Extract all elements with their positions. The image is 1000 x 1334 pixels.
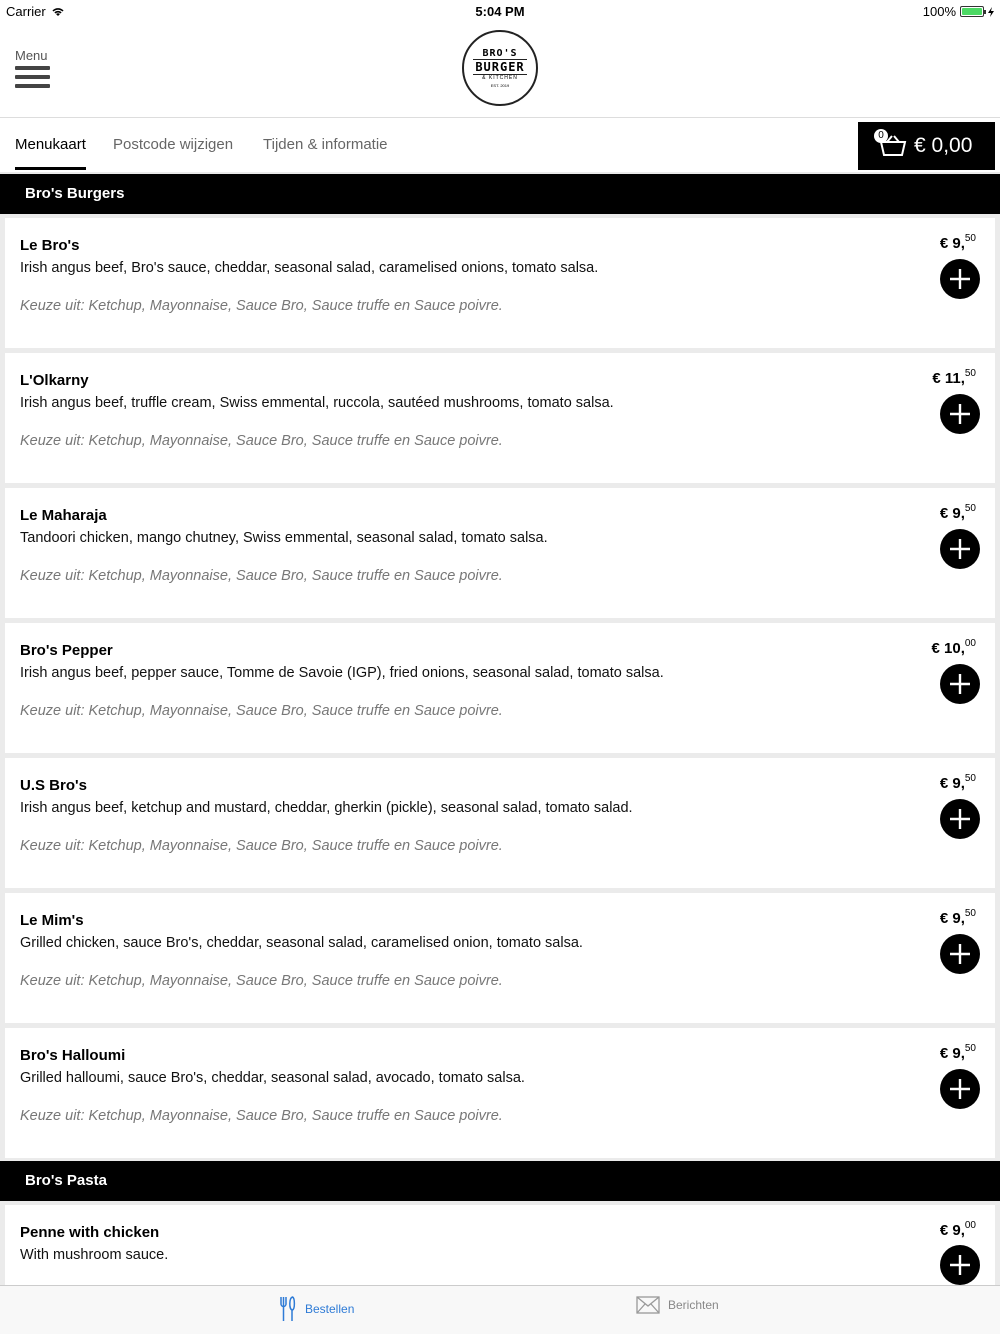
plus-icon [949,268,971,290]
plus-icon [949,808,971,830]
item-name: Le Mim's [20,912,84,929]
section-header: Bro's Burgers [0,174,1000,214]
menu-item[interactable] [5,893,995,1023]
plus-icon [949,538,971,560]
battery-info [923,4,994,19]
item-name: U.S Bro's [20,777,87,794]
clock: 5:04 PM [475,4,525,19]
hamburger-icon [15,66,55,88]
plus-icon [949,403,971,425]
app-header [0,22,1000,118]
item-price: € 9,50 [939,503,976,522]
logo-text-line3: & KITCHEN [482,75,518,81]
item-description: Irish angus beef, Bro's sauce, cheddar, seasonal salad, caramelised onions, tomato salsa. [20,260,599,276]
menu-button[interactable] [15,48,55,93]
cutlery-icon [279,1296,297,1322]
cart-count-badge: 0 [874,129,888,143]
menu-item[interactable] [5,758,995,888]
add-to-cart-button[interactable] [940,664,980,704]
item-description: Grilled chicken, sauce Bro's, cheddar, seasonal salad, caramelised onion, tomato salsa. [20,935,583,951]
battery-percent: 100% [922,4,956,19]
item-price: € 9,50 [939,233,976,252]
add-to-cart-button[interactable] [940,529,980,569]
item-price: € 10,00 [931,638,976,657]
item-description: Tandoori chicken, mango chutney, Swiss emmental, seasonal salad, tomato salsa. [20,530,548,546]
item-description: With mushroom sauce. [20,1247,169,1263]
tab-berichten-label: Berichten [668,1298,719,1312]
tab-berichten[interactable] [636,1296,719,1314]
envelope-icon [636,1296,660,1314]
menu-item[interactable] [5,1028,995,1158]
plus-icon [949,943,971,965]
tab-tijden[interactable]: Tijden & informatie [263,136,388,153]
item-description: Irish angus beef, truffle cream, Swiss emmental, ruccola, sautéed mushrooms, tomato salsa. [20,395,614,411]
item-choices: Keuze uit: Ketchup, Mayonnaise, Sauce Bro, Sauce truffe en Sauce poivre. [20,568,503,584]
tab-menukaart[interactable]: Menukaart [15,136,86,170]
add-to-cart-button[interactable] [940,394,980,434]
item-price: € 9,50 [939,908,976,927]
logo-text-line2: BURGER [475,60,525,74]
item-price: € 9,50 [939,773,976,792]
menu-item[interactable] [5,218,995,348]
item-name: Penne with chicken [20,1224,160,1241]
item-choices: Keuze uit: Ketchup, Mayonnaise, Sauce Bro, Sauce truffe en Sauce poivre. [20,433,503,449]
logo-text-line4: EST. 2019 [490,83,510,88]
item-choices: Keuze uit: Ketchup, Mayonnaise, Sauce Bro, Sauce truffe en Sauce poivre. [20,703,503,719]
plus-icon [949,1078,971,1100]
item-name: Bro's Halloumi [20,1047,126,1064]
tab-bestellen-label: Bestellen [305,1302,355,1316]
item-choices: Keuze uit: Ketchup, Mayonnaise, Sauce Bro, Sauce truffe en Sauce poivre. [20,298,503,314]
item-name: Le Bro's [20,237,80,254]
add-to-cart-button[interactable] [940,1069,980,1109]
item-choices: Keuze uit: Ketchup, Mayonnaise, Sauce Bro, Sauce truffe en Sauce poivre. [20,1108,503,1124]
plus-icon [949,673,971,695]
add-to-cart-button[interactable] [940,799,980,839]
item-choices: Keuze uit: Ketchup, Mayonnaise, Sauce Bro, Sauce truffe en Sauce poivre. [20,973,503,989]
bottom-tab-bar [0,1285,1000,1334]
status-bar [0,0,1000,22]
tab-postcode[interactable]: Postcode wijzigen [113,136,234,153]
item-price: € 9,50 [939,1043,976,1062]
section-header: Bro's Pasta [0,1161,1000,1201]
carrier-label: Carrier [6,4,46,19]
item-description: Irish angus beef, ketchup and mustard, cheddar, gherkin (pickle), seasonal salad, tomato salad. [20,800,633,816]
cart-button[interactable] [858,122,995,170]
battery-icon [960,6,984,17]
top-tabs [0,118,1000,172]
menu-item[interactable] [5,488,995,618]
menu-item[interactable] [5,1205,995,1285]
logo-text-line1: BRO'S [482,48,518,59]
item-name: Le Maharaja [20,507,107,524]
plus-icon [949,1254,971,1276]
item-name: L'Olkarny [20,372,89,389]
cart-total: € 0,00 [914,134,973,157]
item-description: Irish angus beef, pepper sauce, Tomme de Savoie (IGP), fried onions, seasonal salad, tomato salsa. [20,665,664,681]
add-to-cart-button[interactable] [940,1245,980,1285]
charging-icon [988,7,994,17]
brand-logo [462,30,538,106]
menu-item[interactable] [5,353,995,483]
item-price: € 11,50 [932,368,976,387]
add-to-cart-button[interactable] [940,934,980,974]
item-name: Bro's Pepper [20,642,113,659]
menu-label: Menu [15,48,48,63]
item-price: € 9,00 [939,1220,976,1239]
menu-item[interactable] [5,623,995,753]
item-description: Grilled halloumi, sauce Bro's, cheddar, seasonal salad, avocado, tomato salsa. [20,1070,525,1086]
item-choices: Keuze uit: Ketchup, Mayonnaise, Sauce Bro, Sauce truffe en Sauce poivre. [20,838,503,854]
tab-bestellen[interactable] [279,1296,354,1322]
add-to-cart-button[interactable] [940,259,980,299]
